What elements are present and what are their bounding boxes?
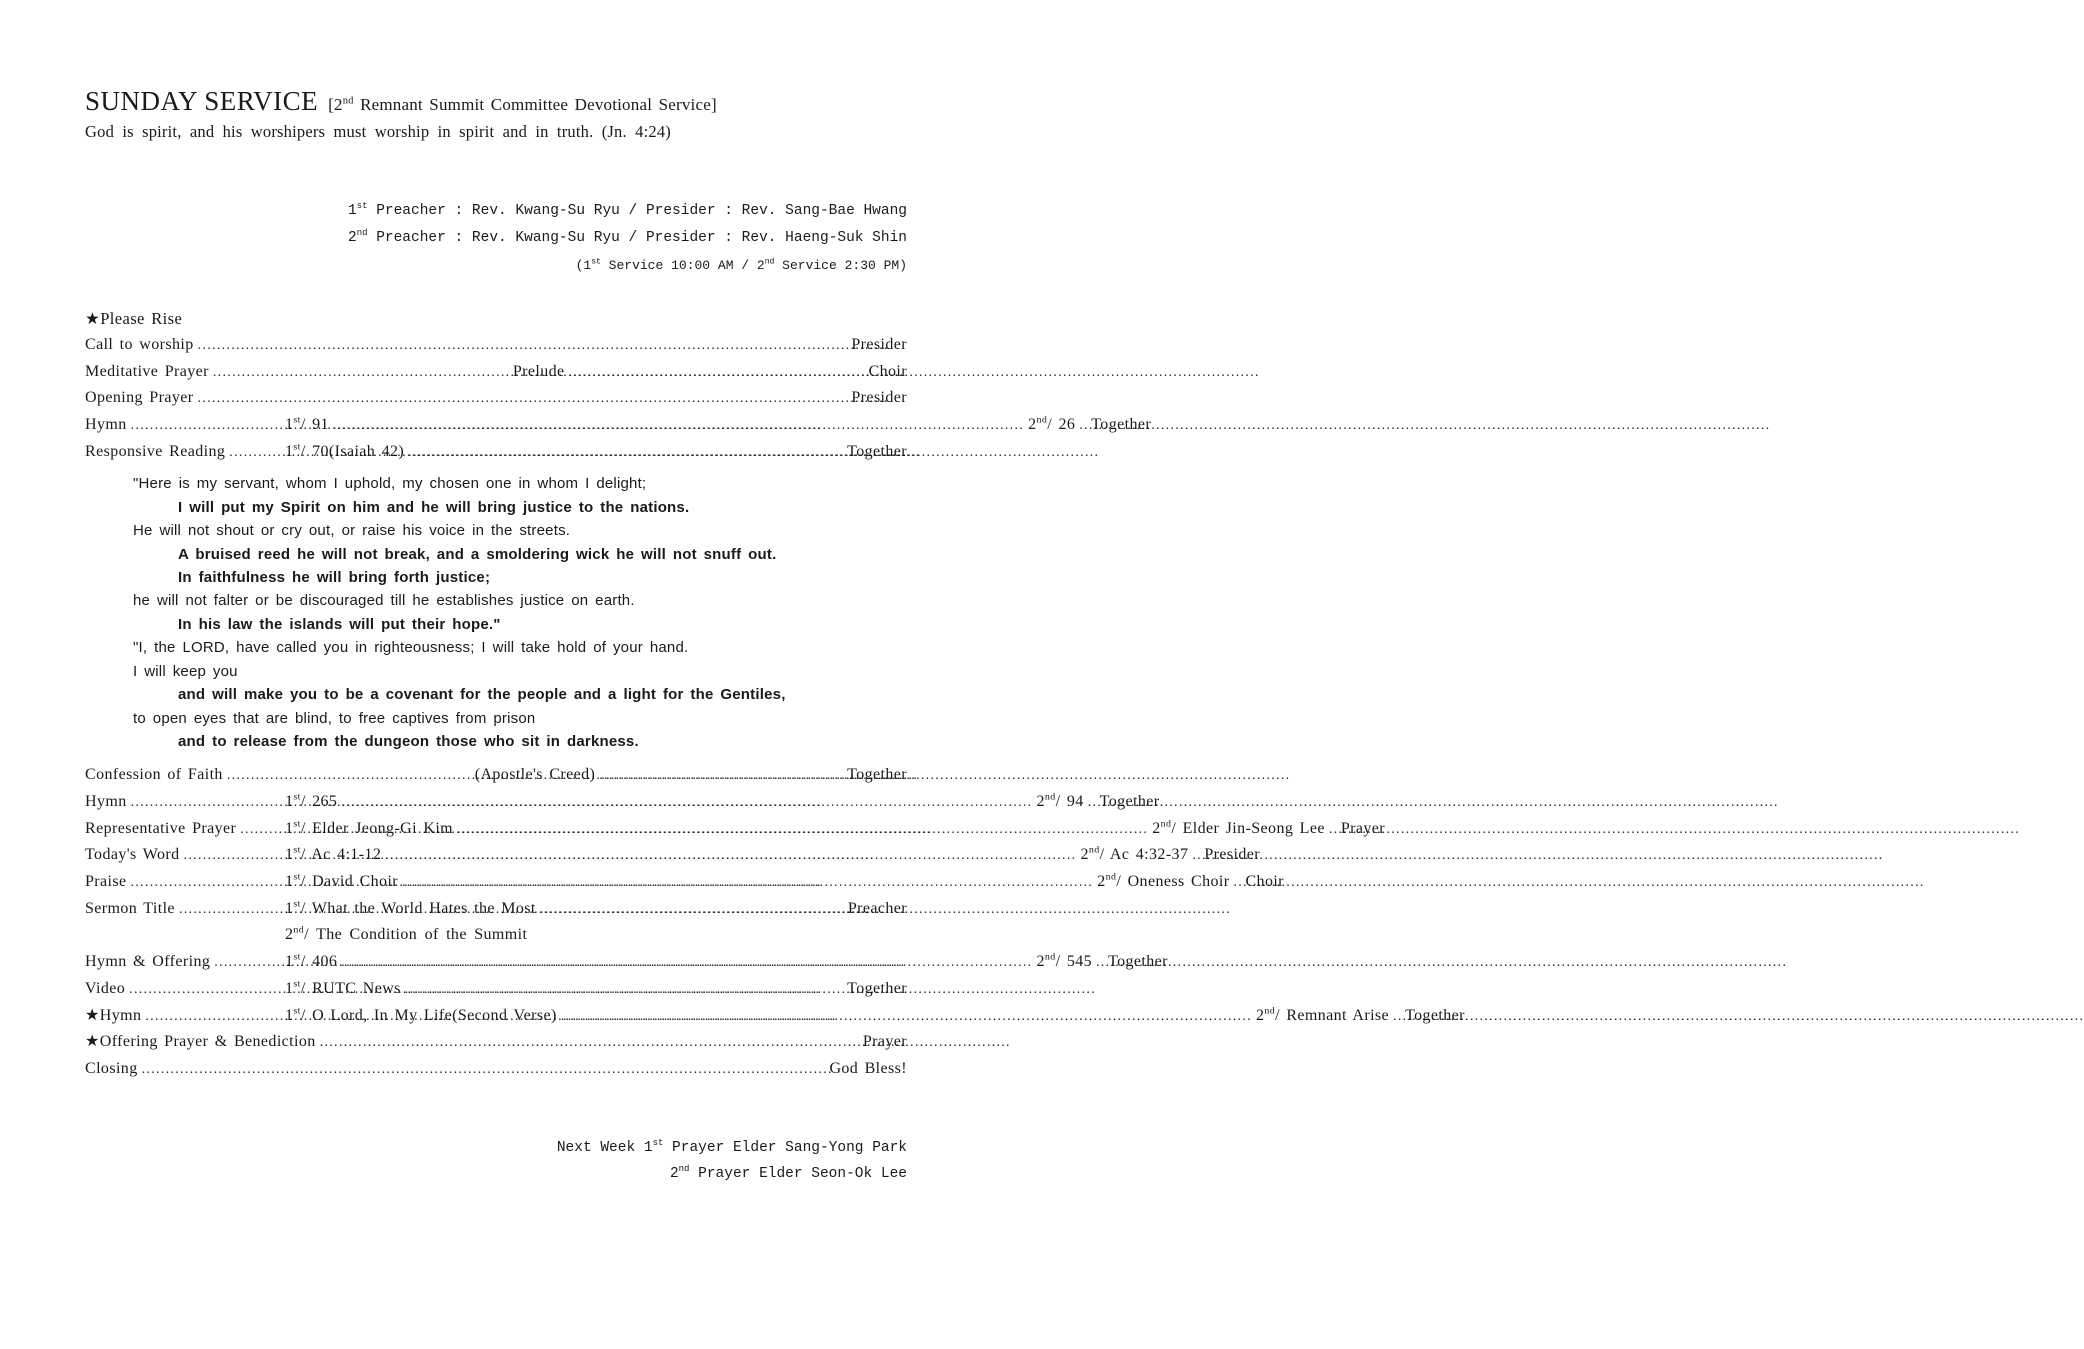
first-service-cell bbox=[285, 1003, 1256, 1031]
scripture-line: In his law the islands will put their hope." bbox=[178, 615, 501, 633]
service-row bbox=[85, 385, 907, 412]
service-item-label: ★Hymn bbox=[85, 1006, 142, 1024]
please-rise-note: ★Please Rise bbox=[85, 309, 183, 328]
service-assignee: Together bbox=[847, 979, 907, 997]
service-assignee: Together bbox=[1405, 1006, 1465, 1024]
dot-leader bbox=[408, 439, 843, 467]
scripture-line: and to release from the dungeon those who sit in darkness. bbox=[178, 732, 639, 750]
first-service-value: 1st/ 91 bbox=[285, 414, 329, 434]
service-row bbox=[85, 949, 1168, 976]
dot-leader bbox=[385, 842, 1076, 870]
service-assignee: Presider bbox=[1204, 846, 1260, 864]
scripture-line: to open eyes that are blind, to free captives from prison bbox=[133, 709, 536, 727]
next-week-line: 2nd Prayer Elder Seon-Ok Lee bbox=[669, 1163, 907, 1182]
label-cell bbox=[85, 439, 285, 467]
dot-leader bbox=[405, 976, 843, 1004]
scripture-line: I will keep you bbox=[133, 662, 238, 680]
dot-leader bbox=[131, 412, 281, 440]
service-row bbox=[85, 1003, 1465, 1030]
officiant-line: 1st Preacher : Rev. Kwang-Su Ryu / Presider : Rev. Sang-Bae Hwang bbox=[348, 201, 907, 219]
second-service-value: 2nd/ 545 bbox=[1036, 951, 1093, 971]
first-service-value: 1st/ 406 bbox=[285, 951, 338, 971]
label-cell bbox=[85, 816, 285, 844]
dot-leader bbox=[184, 842, 281, 870]
service-row bbox=[85, 976, 907, 1003]
dot-leader bbox=[1233, 869, 1241, 897]
service-assignee: Together bbox=[847, 442, 907, 460]
service-item-label: Sermon Title bbox=[85, 899, 175, 917]
responsive-reading-passage bbox=[85, 472, 907, 753]
service-row bbox=[85, 1029, 907, 1056]
dot-leader bbox=[213, 359, 509, 387]
service-row bbox=[85, 1056, 907, 1083]
label-cell bbox=[85, 869, 285, 897]
dot-leader bbox=[145, 1003, 281, 1031]
service-item-label: Representative Prayer bbox=[85, 819, 237, 837]
dot-leader bbox=[1096, 949, 1104, 977]
dot-leader bbox=[142, 1056, 826, 1084]
service-assignee: Together bbox=[847, 766, 907, 784]
service-row bbox=[85, 869, 1284, 896]
service-item-label: Praise bbox=[85, 873, 127, 891]
service-times: (1st Service 10:00 AM / 2nd Service 2:30 PM) bbox=[575, 257, 907, 273]
service-assignee: Choir bbox=[868, 362, 908, 380]
next-week-assignments bbox=[85, 1135, 907, 1187]
scripture-line: I will put my Spirit on him and he will bring justice to the nations. bbox=[178, 498, 690, 516]
scripture-line: "Here is my servant, whom I uphold, my chosen one in whom I delight; bbox=[133, 475, 647, 493]
service-item-label: Video bbox=[85, 979, 126, 997]
label-cell bbox=[85, 842, 285, 870]
service-item-label: ★Offering Prayer & Benediction bbox=[85, 1033, 316, 1051]
service-row bbox=[85, 332, 907, 359]
second-service-value: 2nd/ Elder Jin-Seong Lee bbox=[1152, 818, 1325, 837]
bulletin-page bbox=[0, 86, 1465, 1349]
second-service-value: 2nd/ 94 bbox=[1036, 791, 1084, 810]
order-of-service-part1 bbox=[85, 332, 1152, 465]
service-assignee: Presider bbox=[851, 336, 907, 353]
service-assignee: Together bbox=[1099, 793, 1160, 810]
first-service-value: 1st/ 70(Isaiah 42) bbox=[285, 441, 405, 460]
service-row bbox=[85, 816, 1386, 843]
service-item-label: Meditative Prayer bbox=[85, 362, 209, 380]
service-item-label: Call to worship bbox=[85, 336, 194, 353]
label-cell bbox=[85, 896, 285, 924]
scripture-line: In faithfulness he will bring forth justice; bbox=[178, 569, 491, 587]
second-service-value: 2nd/ Oneness Choir bbox=[1097, 871, 1230, 891]
dot-leader bbox=[131, 789, 281, 817]
first-service-value: 1st/ RUTC News bbox=[285, 978, 401, 997]
service-item-label: Confession of Faith bbox=[85, 766, 223, 784]
dot-leader bbox=[599, 762, 843, 790]
dot-leader bbox=[179, 896, 281, 924]
service-assignee: Prayer bbox=[1340, 819, 1386, 837]
service-row bbox=[85, 762, 907, 789]
service-row bbox=[85, 359, 907, 386]
dot-leader bbox=[227, 762, 471, 790]
service-assignee: Choir bbox=[1245, 873, 1284, 891]
service-assignee: Prayer bbox=[862, 1033, 907, 1051]
service-assignee: Together bbox=[1091, 416, 1152, 434]
first-service-cell bbox=[285, 789, 1036, 817]
dot-leader bbox=[320, 1029, 859, 1057]
dot-leader bbox=[229, 439, 281, 467]
dot-leader bbox=[131, 869, 281, 897]
theme-verse: God is spirit, and his worshipers must worship in spirit and in truth. (Jn. 4:24) bbox=[85, 122, 671, 141]
dot-leader bbox=[341, 949, 1032, 977]
first-service-cell bbox=[285, 842, 1080, 870]
service-item-label: Closing bbox=[85, 1059, 138, 1077]
dot-leader bbox=[1088, 789, 1096, 817]
dot-leader bbox=[1393, 1003, 1401, 1031]
officiant-line: 2nd Preacher : Rev. Kwang-Su Ryu / Presider : Rev. Haeng-Suk Shin bbox=[348, 228, 907, 246]
scripture-line: and will make you to be a covenant for the people and a light for the Gentiles, bbox=[178, 686, 786, 704]
service-row bbox=[85, 412, 1152, 439]
scripture-line: A bruised reed he will not break, and a smoldering wick he will not snuff out. bbox=[178, 545, 777, 563]
service-assignee: Together bbox=[1108, 953, 1168, 971]
next-week-line: Next Week 1st Prayer Elder Sang-Yong Park bbox=[556, 1137, 907, 1156]
first-service-value: 1st/ O Lord, In My Life(Second Verse) bbox=[285, 1005, 557, 1024]
bulletin-content bbox=[0, 86, 1465, 1187]
first-service-value: 1st/ Ac 4:1-12 bbox=[285, 845, 382, 864]
service-item-label: Hymn bbox=[85, 416, 127, 434]
dot-leader bbox=[198, 332, 848, 360]
scripture-line: "I, the LORD, have called you in righteousness; I will take hold of your hand. bbox=[133, 639, 689, 657]
service-row bbox=[85, 896, 907, 923]
dot-leader bbox=[214, 949, 281, 977]
service-item-label: Opening Prayer bbox=[85, 389, 194, 407]
service-row bbox=[85, 439, 907, 466]
first-service-cell bbox=[285, 816, 1152, 844]
scripture-line: he will not falter or be discouraged till he establishes justice on earth. bbox=[133, 592, 635, 610]
dot-leader bbox=[402, 869, 1093, 897]
dot-leader bbox=[341, 789, 1032, 817]
service-item-label: Responsive Reading bbox=[85, 442, 226, 460]
first-service-cell bbox=[285, 412, 1028, 440]
dot-leader bbox=[569, 359, 865, 387]
dot-leader bbox=[561, 1003, 1252, 1031]
page-title: SUNDAY SERVICE bbox=[85, 86, 319, 116]
dot-leader bbox=[333, 412, 1024, 440]
dot-leader bbox=[457, 816, 1148, 844]
service-assignee: Preacher bbox=[847, 899, 907, 917]
dot-leader bbox=[1079, 412, 1087, 440]
service-item-label: Hymn bbox=[85, 793, 127, 810]
second-service-value: 2nd/ 26 bbox=[1028, 414, 1076, 434]
label-cell bbox=[85, 976, 285, 1004]
order-of-service-part2 bbox=[85, 762, 1465, 1082]
service-item-detail: (Apostle's Creed) bbox=[474, 766, 596, 784]
service-assignee: God Bless! bbox=[829, 1059, 907, 1077]
service-item-label: Hymn & Offering bbox=[85, 953, 211, 971]
first-service-cell bbox=[285, 869, 1097, 897]
first-service-value: 1st/ 265 bbox=[285, 791, 338, 810]
first-service-value: 1st/ David Choir bbox=[285, 871, 399, 891]
first-service-value: 1st/ What the World Hates the Most bbox=[285, 898, 536, 917]
label-cell bbox=[85, 949, 285, 977]
dot-leader bbox=[540, 896, 844, 924]
label-cell bbox=[85, 412, 285, 440]
service-row bbox=[85, 842, 1260, 869]
dot-leader bbox=[1192, 842, 1200, 870]
header bbox=[85, 86, 907, 117]
dot-leader bbox=[1329, 816, 1337, 844]
dot-leader bbox=[240, 816, 281, 844]
dot-leader bbox=[129, 976, 281, 1004]
service-row bbox=[85, 789, 1160, 816]
page-subtitle: [2nd Remnant Summit Committee Devotional Service] bbox=[328, 95, 717, 114]
dot-leader bbox=[197, 385, 847, 413]
label-cell bbox=[85, 1003, 285, 1031]
first-service-value: 1st/ Elder Jeong-Gi Kim bbox=[285, 818, 454, 837]
second-service-value: 2nd/ Ac 4:32-37 bbox=[1080, 845, 1189, 864]
first-service-cell bbox=[285, 949, 1036, 977]
scripture-line: He will not shout or cry out, or raise his voice in the streets. bbox=[133, 522, 571, 540]
officiants-block bbox=[85, 198, 907, 279]
service-item-label: Today's Word bbox=[85, 846, 180, 864]
service-assignee: Presider bbox=[851, 389, 907, 407]
service-row-continuation: 2nd/ The Condition of the Summit bbox=[285, 925, 528, 944]
second-service-value: 2nd/ Remnant Arise bbox=[1255, 1005, 1390, 1024]
label-cell bbox=[85, 789, 285, 817]
service-item-detail: Prelude bbox=[512, 362, 565, 380]
